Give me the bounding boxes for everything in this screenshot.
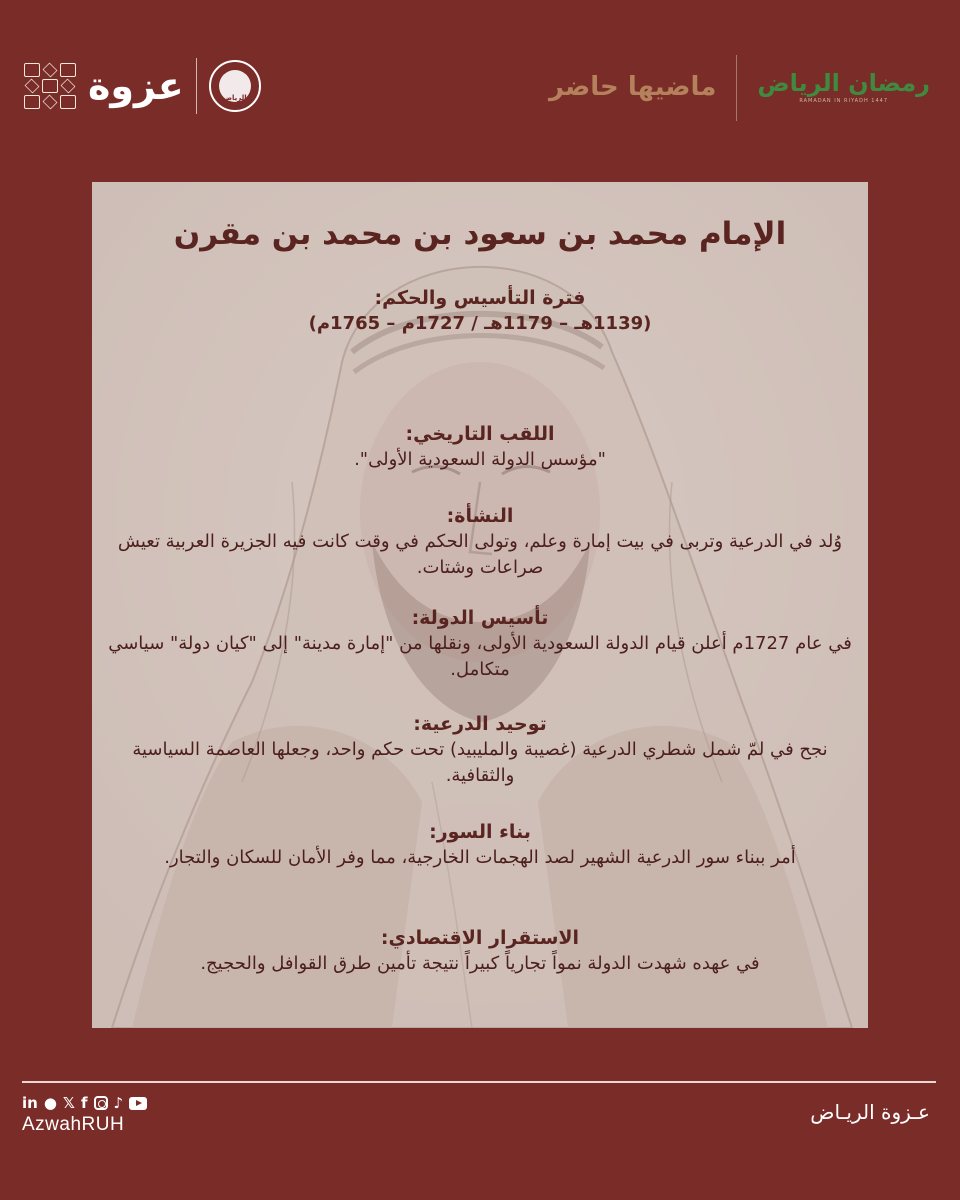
section-wall-building	[108, 820, 852, 871]
footer-divider	[22, 1081, 936, 1083]
card-content	[92, 182, 868, 1028]
sadu-pattern-icon	[24, 63, 76, 109]
footer-brand: عـزوة الريـاض	[810, 1100, 930, 1124]
section-title-honor	[108, 422, 852, 473]
section-upbringing	[108, 504, 852, 581]
section-heading: النشأة:	[446, 505, 514, 527]
x-icon[interactable]: 𝕏	[62, 1094, 76, 1112]
facebook-icon[interactable]: f	[81, 1094, 88, 1112]
period-value: (1139هـ – 1179هـ / 1727م – 1765م)	[308, 313, 652, 334]
snapchat-icon[interactable]: ●	[43, 1094, 57, 1112]
section-state-founding	[108, 606, 852, 683]
section-body: في عهده شهدت الدولة نمواً تجارياً كبيراً نتيجة تأمين طرق القوافل والحجيج.	[200, 952, 760, 974]
emblem-text: الرياض	[222, 94, 247, 102]
logo-divider	[196, 58, 197, 114]
section-body: نجح في لمّ شمل شطري الدرعية (غصيبة والمليبيد) تحت حكم واحد، وجعلها العاصمة السياسية والثقافية.	[132, 738, 828, 786]
section-heading: الاستقرار الاقتصادي:	[380, 927, 580, 949]
ramadan-riyadh-logo	[757, 71, 930, 104]
header-left-logos	[24, 58, 261, 114]
section-body: أمر ببناء سور الدرعية الشهير لصد الهجمات الخارجية، مما وفر الأمان للسكان والتجار.	[164, 846, 796, 868]
period-label: فترة التأسيس والحكم:	[374, 287, 586, 309]
page-title: الإمام محمد بن سعود بن محمد بن مقرن	[173, 216, 787, 252]
section-diriyah-unification	[108, 712, 852, 789]
section-body: في عام 1727م أعلن قيام الدولة السعودية الأولى، ونقلها من "إمارة مدينة" إلى "كيان دولة" سياسي متكامل.	[108, 632, 852, 680]
instagram-icon[interactable]	[94, 1096, 108, 1110]
section-body: وُلد في الدرعية وتربى في بيت إمارة وعلم، وتولى الحكم في وقت كانت فيه الجزيرة العربية تعيش صراعات وشتات.	[117, 530, 843, 578]
section-heading: اللقب التاريخي:	[405, 423, 555, 445]
linkedin-icon[interactable]: in	[22, 1094, 38, 1112]
azwah-logo: عزوة	[88, 64, 184, 108]
tiktok-icon[interactable]: ♪	[113, 1094, 124, 1112]
biography-card	[92, 182, 868, 1028]
section-body: "مؤسس الدولة السعودية الأولى".	[354, 448, 606, 470]
logo-divider	[736, 55, 737, 121]
section-heading: بناء السور:	[429, 821, 531, 843]
section-heading: تأسيس الدولة:	[411, 607, 549, 629]
section-economic-stability	[108, 926, 852, 977]
social-handle[interactable]: AzwahRUH	[22, 1114, 125, 1135]
ramadan-logo-text: رمضان الرياض	[757, 69, 930, 98]
ramadan-logo-sub: RAMADAN IN RIYADH 1447	[799, 98, 889, 105]
youtube-icon[interactable]	[129, 1097, 147, 1110]
section-heading: توحيد الدرعية:	[413, 713, 547, 735]
mady-logo-text: ماضيها حاضر	[548, 72, 717, 103]
mady-hadir-logo	[549, 74, 716, 101]
social-links	[22, 1094, 147, 1112]
riyadh-emblem-icon	[209, 60, 261, 112]
header-right-logos	[549, 55, 930, 121]
